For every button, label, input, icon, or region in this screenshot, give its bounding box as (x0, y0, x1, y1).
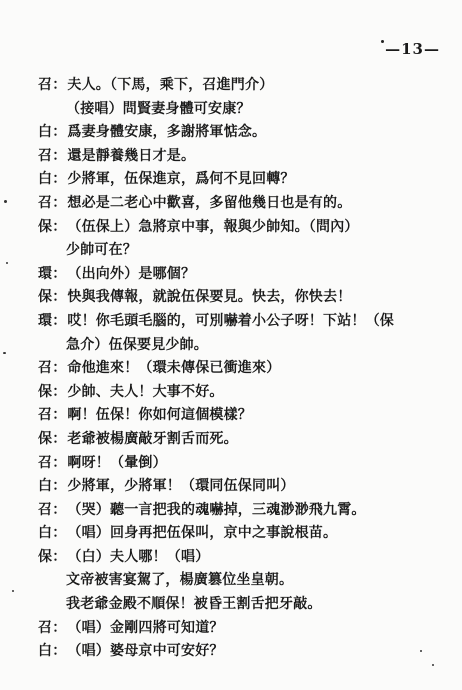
script-line (38, 475, 448, 499)
script-line (38, 617, 448, 641)
speaker-colon: ： (52, 643, 67, 660)
script-line (38, 593, 448, 617)
speaker-colon: ： (52, 124, 67, 141)
line-text: 想必是二老心中歡喜，多留他幾日也是有的。 (67, 194, 352, 211)
script-line (38, 239, 448, 263)
speaker-colon: ： (52, 218, 67, 235)
line-text: 啊！伍保！你如何這個模樣？ (67, 407, 253, 424)
line-text: 夫人。（下馬，乘下，召進門介） (67, 77, 274, 93)
line-text: 少將軍，伍保進京，爲何不見回轉？ (67, 171, 295, 188)
script-line (38, 192, 448, 216)
speaker-label: 召 (38, 147, 53, 164)
ink-speck (420, 650, 422, 652)
speaker-label: 保 (38, 289, 53, 306)
script-line (38, 263, 448, 287)
speaker-label: 環 (38, 265, 53, 282)
script-line (38, 121, 448, 145)
ink-speck (432, 664, 434, 666)
line-text: （出向外）是哪個？ (67, 265, 196, 282)
speaker-label: 保 (38, 430, 53, 447)
line-text: 急介）伍保要見少帥。 (66, 336, 208, 353)
speaker-colon: ： (52, 360, 67, 377)
speaker-label: 召 (38, 194, 53, 211)
page-number-mark (381, 40, 384, 43)
speaker-label: 白 (38, 171, 53, 188)
speaker-colon: ： (52, 147, 67, 164)
ink-speck (12, 590, 14, 592)
speaker-label: 召 (38, 454, 53, 471)
speaker-colon: ： (52, 407, 67, 424)
speaker-colon: ： (52, 265, 67, 282)
line-text: （白）夫人哪！（唱） (67, 548, 210, 565)
speaker-label: 保 (38, 548, 53, 565)
script-line (38, 381, 448, 405)
line-text: （接唱）問賢妻身體可安康？ (66, 100, 251, 117)
line-text: 我老爺金殿不順保！被昏王割舌把牙敲。 (66, 596, 322, 613)
speaker-label: 召 (38, 619, 53, 636)
line-text: （唱）婆母京中可安好？ (67, 643, 224, 660)
speaker-label: 保 (38, 218, 53, 235)
script-line (38, 98, 448, 122)
speaker-colon: ： (52, 548, 67, 565)
speaker-colon: ： (52, 619, 67, 636)
speaker-colon: ： (52, 454, 67, 471)
line-text: （哭）聽一言把我的魂嚇掉，三魂渺渺飛九霄。 (67, 501, 366, 518)
script-line (38, 428, 448, 452)
speaker-label: 白 (38, 525, 53, 542)
script-line (38, 334, 448, 358)
line-text: 快與我傳報，就說伍保要見。快去，你快去！ (67, 289, 352, 306)
line-text: （伍保上）急將京中事，報與少帥知。（問內） (67, 218, 359, 235)
speaker-colon: ： (52, 430, 67, 447)
line-text: 還是靜養幾日才是。 (67, 147, 196, 164)
speaker-colon: ： (52, 312, 67, 329)
script-line (38, 640, 448, 664)
line-text: （唱）金剛四將可知道？ (67, 619, 224, 636)
line-text: 啊呀！（暈倒） (67, 454, 167, 471)
line-text: 哎！你毛頭毛腦的，可別嚇着小公子呀！下站！（保 (67, 312, 395, 329)
speaker-colon: ： (52, 383, 67, 400)
speaker-colon: ： (52, 478, 67, 495)
line-text: 爲妻身體安康，多謝將軍惦念。 (67, 124, 267, 141)
speaker-label: 召 (38, 407, 53, 424)
speaker-label: 召 (38, 77, 53, 93)
script-text-body (38, 74, 448, 664)
script-line (38, 522, 448, 546)
speaker-label: 白 (38, 478, 53, 495)
script-line (38, 357, 448, 381)
speaker-colon: ： (52, 525, 67, 542)
speaker-label: 保 (38, 383, 53, 400)
script-line (38, 310, 448, 334)
speaker-colon: ： (52, 289, 67, 306)
ink-speck (6, 262, 8, 264)
script-line (38, 404, 448, 428)
line-text: 老爺被楊廣敲牙割舌而死。 (67, 430, 238, 447)
script-line (38, 168, 448, 192)
speaker-colon: ： (52, 171, 67, 188)
speaker-label: 環 (38, 312, 53, 329)
speaker-label: 召 (38, 501, 53, 518)
script-line (38, 569, 448, 593)
ink-speck (4, 200, 7, 203)
line-text: 少帥可在？ (66, 242, 137, 259)
script-line (38, 452, 448, 476)
script-line (38, 216, 448, 240)
speaker-label: 召 (38, 360, 53, 377)
speaker-colon: ： (52, 194, 67, 211)
line-text: 少帥、夫人！大事不好。 (67, 383, 224, 400)
script-line (38, 286, 448, 310)
speaker-label: 白 (38, 643, 53, 660)
speaker-label: 白 (38, 124, 53, 141)
speaker-colon: ： (52, 501, 67, 518)
script-line (38, 74, 448, 98)
speaker-colon: ： (52, 77, 67, 93)
script-line (38, 499, 448, 523)
line-text: 命他進來！（環未傳保已衝進來） (67, 360, 281, 377)
line-text: 少將軍，少將軍！（環同伍保同叫） (67, 478, 295, 495)
page-number: —13— (385, 40, 440, 58)
line-text: （唱）回身再把伍保叫，京中之事說根苗。 (67, 525, 338, 542)
ink-speck (3, 352, 6, 354)
script-line (38, 546, 448, 570)
line-text: 文帝被害宴駕了，楊廣篡位坐皇朝。 (66, 572, 294, 589)
script-line (38, 145, 448, 169)
